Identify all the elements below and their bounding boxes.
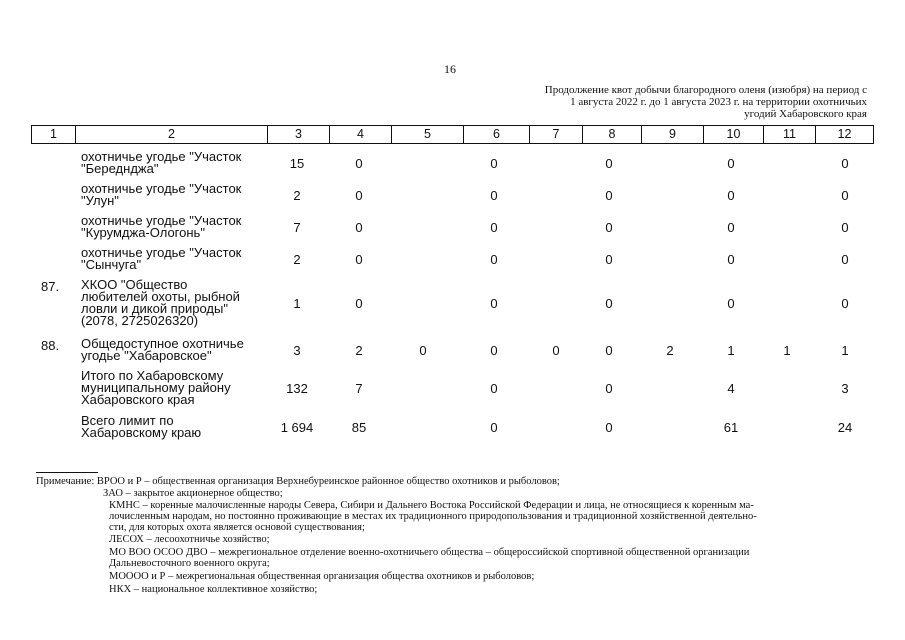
header-col-8: 8 — [582, 126, 641, 143]
header-col-5: 5 — [391, 126, 463, 143]
cell-c6: 0 — [490, 156, 498, 171]
row-name: Итого по Хабаровскому муниципальному району Хабаровского края — [81, 368, 231, 407]
note-line: МО ВОО ОСОО ДВО – межрегиональное отделение военно-охотничьего общества – общероссийской спортивной общественной организации — [109, 547, 750, 558]
note-line: НКХ – национальное коллективное хозяйство; — [109, 584, 318, 595]
header-col-11: 11 — [763, 126, 815, 143]
cell-c4: 0 — [355, 188, 363, 203]
cell-c8: 0 — [605, 343, 613, 358]
cell-c3: 2 — [293, 252, 301, 267]
cell-c4: 0 — [355, 220, 363, 235]
cell-c4: 0 — [355, 252, 363, 267]
cell-c12: 0 — [841, 156, 849, 171]
header-col-9: 9 — [641, 126, 703, 143]
row-name: охотничье угодье "Участок "Сынчуга" — [81, 245, 242, 272]
note-line: Примечание: ВРОО и Р – общественная организация Верхнебуреинское районное общество охотников и рыболовов; — [36, 476, 560, 487]
cell-c12: 0 — [841, 188, 849, 203]
cell-c8: 0 — [605, 188, 613, 203]
note-line: ЗАО – закрытое акционерное общество; — [103, 488, 283, 499]
cell-c6: 0 — [490, 220, 498, 235]
cell-c6: 0 — [490, 381, 498, 396]
cell-c12: 3 — [841, 381, 849, 396]
cell-c3: 132 — [286, 381, 308, 396]
note-line: Дальневосточного военного округа; — [109, 558, 270, 569]
cell-c10: 0 — [727, 188, 735, 203]
cell-c12: 24 — [837, 420, 853, 435]
cell-c12: 1 — [841, 343, 849, 358]
header-col-3: 3 — [267, 126, 329, 143]
header-col-10: 10 — [703, 126, 763, 143]
cell-c10: 61 — [723, 420, 739, 435]
cell-c6: 0 — [490, 188, 498, 203]
cell-c4: 0 — [355, 156, 363, 171]
cell-c4: 2 — [355, 343, 363, 358]
cell-c4: 0 — [355, 296, 363, 311]
note-line: лочисленным народам, но постоянно проживающие в местах их традиционного природопользования и традиционной хозяйственной деятельно- — [109, 511, 757, 522]
header-col-6: 6 — [463, 126, 529, 143]
cell-c10: 4 — [727, 381, 735, 396]
cell-c8: 0 — [605, 252, 613, 267]
notes-separator — [36, 472, 98, 473]
cell-c3: 1 — [293, 296, 301, 311]
cell-c3: 3 — [293, 343, 301, 358]
cell-c12: 0 — [841, 220, 849, 235]
note-line: сти, для которых охота является основой существования; — [109, 522, 365, 533]
header-col-4: 4 — [329, 126, 391, 143]
cell-c5: 0 — [419, 343, 427, 358]
cell-c12: 0 — [841, 296, 849, 311]
row-name: охотничье угодье "Участок "Курумджа-Ологонь" — [81, 213, 242, 240]
cell-c11: 1 — [783, 343, 791, 358]
cell-c10: 0 — [727, 252, 735, 267]
table-caption: Продолжение квот добычи благородного оленя (изюбря) на период с 1 августа 2022 г. до 1 августа 2023 г. на территории охотничьих угодий Хабаровского края — [544, 84, 867, 120]
row-name: Общедоступное охотничье угодье "Хабаровское" — [81, 336, 244, 363]
table-header-row — [31, 125, 874, 144]
cell-c8: 0 — [605, 220, 613, 235]
cell-c6: 0 — [490, 252, 498, 267]
cell-c7: 0 — [552, 343, 560, 358]
note-line: ЛЕСОХ – лесоохотничье хозяйство; — [109, 534, 270, 545]
cell-c10: 0 — [727, 296, 735, 311]
row-name: охотничье угодье "Участок "Улун" — [81, 181, 242, 208]
cell-c4: 7 — [355, 381, 363, 396]
cell-c8: 0 — [605, 296, 613, 311]
header-col-7: 7 — [529, 126, 582, 143]
cell-c8: 0 — [605, 156, 613, 171]
cell-c6: 0 — [490, 420, 498, 435]
note-line: КМНС – коренные малочисленные народы Севера, Сибири и Дальнего Востока Российской Федерации и лица, не относящиеся к коренным ма- — [109, 500, 754, 511]
cell-c8: 0 — [605, 381, 613, 396]
header-col-12: 12 — [815, 126, 873, 143]
cell-c10: 1 — [727, 343, 735, 358]
cell-c3: 7 — [293, 220, 301, 235]
page-number: 16 — [444, 62, 456, 76]
header-col-1: 1 — [50, 127, 57, 141]
cell-c9: 2 — [666, 343, 674, 358]
cell-c12: 0 — [841, 252, 849, 267]
cell-c10: 0 — [727, 220, 735, 235]
cell-c6: 0 — [490, 343, 498, 358]
row-name: Всего лимит по Хабаровскому краю — [81, 413, 202, 440]
row-number: 88. — [41, 338, 60, 353]
row-number: 87. — [41, 279, 60, 294]
cell-c3: 2 — [293, 188, 301, 203]
header-col-2: 2 — [75, 126, 267, 143]
cell-c8: 0 — [605, 420, 613, 435]
cell-c4: 85 — [351, 420, 367, 435]
cell-c3: 1 694 — [280, 420, 314, 435]
note-line: МООOO и Р – межрегиональная общественная организация общества охотников и рыболовов; — [109, 571, 535, 582]
row-name: ХКОО "Общество любителей охоты, рыбной ловли и дикой природы" (2078, 2725026320) — [81, 277, 240, 328]
cell-c6: 0 — [490, 296, 498, 311]
cell-c3: 15 — [289, 156, 305, 171]
row-name: охотничье угодье "Участок "Береднджа" — [81, 149, 242, 176]
cell-c10: 0 — [727, 156, 735, 171]
